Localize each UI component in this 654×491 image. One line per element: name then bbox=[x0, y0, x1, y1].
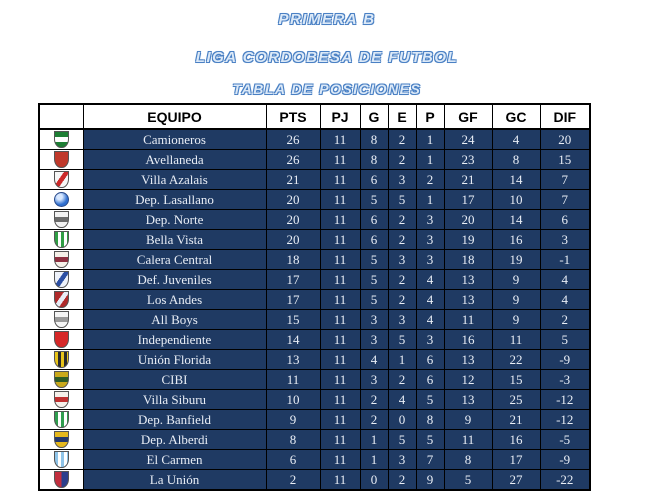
e-cell: 2 bbox=[388, 370, 416, 390]
g-cell: 6 bbox=[360, 170, 388, 190]
gc-cell: 17 bbox=[492, 450, 540, 470]
team-name-cell: Dep. Alberdi bbox=[83, 430, 266, 450]
table-row bbox=[39, 190, 590, 210]
independiente-crest-icon bbox=[54, 331, 69, 348]
column-header-dif: DIF bbox=[540, 104, 590, 129]
g-cell: 3 bbox=[360, 310, 388, 330]
e-cell: 1 bbox=[388, 350, 416, 370]
pj-cell: 11 bbox=[320, 290, 360, 310]
dif-cell: -22 bbox=[540, 470, 590, 491]
team-name-cell: Dep. Banfield bbox=[83, 410, 266, 430]
badge-cell bbox=[39, 150, 83, 170]
column-header-e: E bbox=[388, 104, 416, 129]
table-body bbox=[39, 129, 590, 490]
gf-cell: 23 bbox=[444, 150, 492, 170]
e-cell: 5 bbox=[388, 430, 416, 450]
dif-cell: 4 bbox=[540, 290, 590, 310]
pj-cell: 11 bbox=[320, 390, 360, 410]
los-andes-crest-icon bbox=[54, 291, 69, 308]
team-name-cell: Camioneros bbox=[83, 129, 266, 150]
p-cell: 1 bbox=[416, 129, 444, 150]
p-cell: 3 bbox=[416, 250, 444, 270]
pts-cell: 6 bbox=[266, 450, 320, 470]
e-cell: 3 bbox=[388, 310, 416, 330]
badge-cell bbox=[39, 350, 83, 370]
dif-cell: -1 bbox=[540, 250, 590, 270]
team-name-cell: Calera Central bbox=[83, 250, 266, 270]
dif-cell: -3 bbox=[540, 370, 590, 390]
table-header-row bbox=[39, 104, 590, 129]
pts-cell: 20 bbox=[266, 230, 320, 250]
pts-cell: 14 bbox=[266, 330, 320, 350]
gc-cell: 9 bbox=[492, 310, 540, 330]
villa-azalais-crest-icon bbox=[54, 171, 69, 188]
badge-cell bbox=[39, 450, 83, 470]
p-cell: 3 bbox=[416, 230, 444, 250]
pts-cell: 13 bbox=[266, 350, 320, 370]
badge-cell bbox=[39, 190, 83, 210]
table-row bbox=[39, 350, 590, 370]
e-cell: 2 bbox=[388, 290, 416, 310]
table-row bbox=[39, 470, 590, 491]
column-header-p: P bbox=[416, 104, 444, 129]
g-cell: 4 bbox=[360, 350, 388, 370]
p-cell: 5 bbox=[416, 430, 444, 450]
g-cell: 8 bbox=[360, 150, 388, 170]
pj-cell: 11 bbox=[320, 410, 360, 430]
dif-cell: 4 bbox=[540, 270, 590, 290]
gc-cell: 9 bbox=[492, 270, 540, 290]
pj-cell: 11 bbox=[320, 430, 360, 450]
standings-table bbox=[38, 103, 591, 491]
pts-cell: 17 bbox=[266, 290, 320, 310]
e-cell: 2 bbox=[388, 270, 416, 290]
e-cell: 3 bbox=[388, 170, 416, 190]
page-title-tabla: TABLA DE POSICIONES bbox=[232, 81, 422, 97]
pj-cell: 11 bbox=[320, 150, 360, 170]
team-name-cell: Villa Siburu bbox=[83, 390, 266, 410]
badge-cell bbox=[39, 290, 83, 310]
pj-cell: 11 bbox=[320, 250, 360, 270]
p-cell: 1 bbox=[416, 150, 444, 170]
pts-cell: 9 bbox=[266, 410, 320, 430]
g-cell: 1 bbox=[360, 450, 388, 470]
union-florida-crest-icon bbox=[54, 351, 69, 368]
gf-cell: 8 bbox=[444, 450, 492, 470]
badge-cell bbox=[39, 210, 83, 230]
p-cell: 7 bbox=[416, 450, 444, 470]
team-name-cell: Dep. Lasallano bbox=[83, 190, 266, 210]
alberdi-crest-icon bbox=[54, 431, 69, 448]
dif-cell: 5 bbox=[540, 330, 590, 350]
g-cell: 5 bbox=[360, 290, 388, 310]
badge-cell bbox=[39, 370, 83, 390]
column-header-gf: GF bbox=[444, 104, 492, 129]
pts-cell: 17 bbox=[266, 270, 320, 290]
gc-cell: 16 bbox=[492, 230, 540, 250]
def-juveniles-crest-icon bbox=[54, 271, 69, 288]
p-cell: 5 bbox=[416, 390, 444, 410]
g-cell: 2 bbox=[360, 410, 388, 430]
badge-cell bbox=[39, 170, 83, 190]
badge-cell bbox=[39, 330, 83, 350]
pj-cell: 11 bbox=[320, 450, 360, 470]
gc-cell: 21 bbox=[492, 410, 540, 430]
e-cell: 3 bbox=[388, 450, 416, 470]
pts-cell: 2 bbox=[266, 470, 320, 491]
column-header-pj: PJ bbox=[320, 104, 360, 129]
team-name-cell: La Unión bbox=[83, 470, 266, 491]
team-name-cell: Villa Azalais bbox=[83, 170, 266, 190]
dif-cell: 7 bbox=[540, 190, 590, 210]
gf-cell: 17 bbox=[444, 190, 492, 210]
column-header-badge bbox=[39, 104, 83, 129]
e-cell: 2 bbox=[388, 210, 416, 230]
g-cell: 5 bbox=[360, 270, 388, 290]
team-name-cell: Dep. Norte bbox=[83, 210, 266, 230]
badge-cell bbox=[39, 230, 83, 250]
gf-cell: 11 bbox=[444, 430, 492, 450]
table-row bbox=[39, 390, 590, 410]
pts-cell: 18 bbox=[266, 250, 320, 270]
gc-cell: 25 bbox=[492, 390, 540, 410]
pj-cell: 11 bbox=[320, 210, 360, 230]
villa-siburu-crest-icon bbox=[54, 391, 69, 408]
dif-cell: 15 bbox=[540, 150, 590, 170]
e-cell: 3 bbox=[388, 250, 416, 270]
pj-cell: 11 bbox=[320, 170, 360, 190]
badge-cell bbox=[39, 470, 83, 491]
pts-cell: 8 bbox=[266, 430, 320, 450]
dif-cell: 6 bbox=[540, 210, 590, 230]
e-cell: 5 bbox=[388, 330, 416, 350]
camioneros-crest-icon bbox=[54, 131, 69, 148]
dif-cell: 20 bbox=[540, 129, 590, 150]
p-cell: 4 bbox=[416, 270, 444, 290]
gf-cell: 12 bbox=[444, 370, 492, 390]
gf-cell: 13 bbox=[444, 270, 492, 290]
pts-cell: 11 bbox=[266, 370, 320, 390]
gc-cell: 14 bbox=[492, 210, 540, 230]
table-row bbox=[39, 150, 590, 170]
e-cell: 2 bbox=[388, 129, 416, 150]
gf-cell: 13 bbox=[444, 350, 492, 370]
gf-cell: 13 bbox=[444, 390, 492, 410]
gf-cell: 20 bbox=[444, 210, 492, 230]
gf-cell: 18 bbox=[444, 250, 492, 270]
table-row bbox=[39, 170, 590, 190]
p-cell: 3 bbox=[416, 330, 444, 350]
table-row bbox=[39, 230, 590, 250]
table-row bbox=[39, 410, 590, 430]
e-cell: 2 bbox=[388, 470, 416, 491]
pts-cell: 20 bbox=[266, 190, 320, 210]
norte-crest-icon bbox=[54, 211, 69, 228]
badge-cell bbox=[39, 129, 83, 150]
p-cell: 8 bbox=[416, 410, 444, 430]
table-row bbox=[39, 270, 590, 290]
team-name-cell: Bella Vista bbox=[83, 230, 266, 250]
gc-cell: 27 bbox=[492, 470, 540, 491]
p-cell: 6 bbox=[416, 370, 444, 390]
pj-cell: 11 bbox=[320, 370, 360, 390]
team-name-cell: Def. Juveniles bbox=[83, 270, 266, 290]
gf-cell: 13 bbox=[444, 290, 492, 310]
table-row bbox=[39, 290, 590, 310]
calera-central-crest-icon bbox=[54, 251, 69, 268]
pj-cell: 11 bbox=[320, 350, 360, 370]
gc-cell: 10 bbox=[492, 190, 540, 210]
pts-cell: 20 bbox=[266, 210, 320, 230]
pj-cell: 11 bbox=[320, 310, 360, 330]
p-cell: 3 bbox=[416, 210, 444, 230]
p-cell: 4 bbox=[416, 310, 444, 330]
p-cell: 6 bbox=[416, 350, 444, 370]
gc-cell: 19 bbox=[492, 250, 540, 270]
g-cell: 8 bbox=[360, 129, 388, 150]
column-header-g: G bbox=[360, 104, 388, 129]
g-cell: 1 bbox=[360, 430, 388, 450]
table-row bbox=[39, 330, 590, 350]
e-cell: 2 bbox=[388, 150, 416, 170]
gf-cell: 19 bbox=[444, 230, 492, 250]
pj-cell: 11 bbox=[320, 330, 360, 350]
column-header-pts: PTS bbox=[266, 104, 320, 129]
lasallano-crest-icon bbox=[54, 192, 69, 207]
g-cell: 6 bbox=[360, 230, 388, 250]
badge-cell bbox=[39, 410, 83, 430]
badge-cell bbox=[39, 390, 83, 410]
table-header bbox=[39, 104, 590, 129]
gf-cell: 24 bbox=[444, 129, 492, 150]
badge-cell bbox=[39, 270, 83, 290]
pj-cell: 11 bbox=[320, 470, 360, 491]
team-name-cell: CIBI bbox=[83, 370, 266, 390]
dif-cell: -9 bbox=[540, 350, 590, 370]
pj-cell: 11 bbox=[320, 190, 360, 210]
table-row bbox=[39, 250, 590, 270]
pj-cell: 11 bbox=[320, 270, 360, 290]
p-cell: 9 bbox=[416, 470, 444, 491]
pts-cell: 21 bbox=[266, 170, 320, 190]
gc-cell: 4 bbox=[492, 129, 540, 150]
bella-vista-crest-icon bbox=[54, 231, 69, 248]
g-cell: 6 bbox=[360, 210, 388, 230]
dif-cell: -9 bbox=[540, 450, 590, 470]
table-row bbox=[39, 310, 590, 330]
team-name-cell: Avellaneda bbox=[83, 150, 266, 170]
gc-cell: 14 bbox=[492, 170, 540, 190]
column-header-team: EQUIPO bbox=[83, 104, 266, 129]
pts-cell: 10 bbox=[266, 390, 320, 410]
pts-cell: 15 bbox=[266, 310, 320, 330]
e-cell: 4 bbox=[388, 390, 416, 410]
table-row bbox=[39, 210, 590, 230]
cibi-crest-icon bbox=[54, 371, 69, 388]
gf-cell: 16 bbox=[444, 330, 492, 350]
dif-cell: -12 bbox=[540, 390, 590, 410]
avellaneda-crest-icon bbox=[54, 151, 69, 168]
badge-cell bbox=[39, 250, 83, 270]
table-row bbox=[39, 430, 590, 450]
pj-cell: 11 bbox=[320, 230, 360, 250]
badge-cell bbox=[39, 310, 83, 330]
gc-cell: 22 bbox=[492, 350, 540, 370]
g-cell: 0 bbox=[360, 470, 388, 491]
pts-cell: 26 bbox=[266, 150, 320, 170]
column-header-gc: GC bbox=[492, 104, 540, 129]
gc-cell: 15 bbox=[492, 370, 540, 390]
page-title-primera-b: PRIMERA B bbox=[278, 11, 376, 28]
g-cell: 3 bbox=[360, 330, 388, 350]
dif-cell: -5 bbox=[540, 430, 590, 450]
gf-cell: 11 bbox=[444, 310, 492, 330]
banfield-crest-icon bbox=[54, 411, 69, 428]
table-row bbox=[39, 370, 590, 390]
gf-cell: 21 bbox=[444, 170, 492, 190]
all-boys-crest-icon bbox=[54, 311, 69, 328]
gc-cell: 11 bbox=[492, 330, 540, 350]
g-cell: 2 bbox=[360, 390, 388, 410]
gf-cell: 9 bbox=[444, 410, 492, 430]
la-union-crest-icon bbox=[54, 471, 69, 488]
page-title-liga: LIGA CORDOBESA DE FUTBOL bbox=[195, 49, 459, 66]
dif-cell: 7 bbox=[540, 170, 590, 190]
gc-cell: 16 bbox=[492, 430, 540, 450]
team-name-cell: El Carmen bbox=[83, 450, 266, 470]
gc-cell: 8 bbox=[492, 150, 540, 170]
e-cell: 5 bbox=[388, 190, 416, 210]
table-row bbox=[39, 129, 590, 150]
e-cell: 2 bbox=[388, 230, 416, 250]
team-name-cell: Independiente bbox=[83, 330, 266, 350]
p-cell: 2 bbox=[416, 170, 444, 190]
badge-cell bbox=[39, 430, 83, 450]
team-name-cell: All Boys bbox=[83, 310, 266, 330]
table-row bbox=[39, 450, 590, 470]
p-cell: 4 bbox=[416, 290, 444, 310]
dif-cell: -12 bbox=[540, 410, 590, 430]
pts-cell: 26 bbox=[266, 129, 320, 150]
g-cell: 5 bbox=[360, 190, 388, 210]
team-name-cell: Los Andes bbox=[83, 290, 266, 310]
pj-cell: 11 bbox=[320, 129, 360, 150]
dif-cell: 3 bbox=[540, 230, 590, 250]
gf-cell: 5 bbox=[444, 470, 492, 491]
el-carmen-crest-icon bbox=[54, 451, 69, 468]
g-cell: 5 bbox=[360, 250, 388, 270]
p-cell: 1 bbox=[416, 190, 444, 210]
e-cell: 0 bbox=[388, 410, 416, 430]
team-name-cell: Unión Florida bbox=[83, 350, 266, 370]
dif-cell: 2 bbox=[540, 310, 590, 330]
g-cell: 3 bbox=[360, 370, 388, 390]
gc-cell: 9 bbox=[492, 290, 540, 310]
